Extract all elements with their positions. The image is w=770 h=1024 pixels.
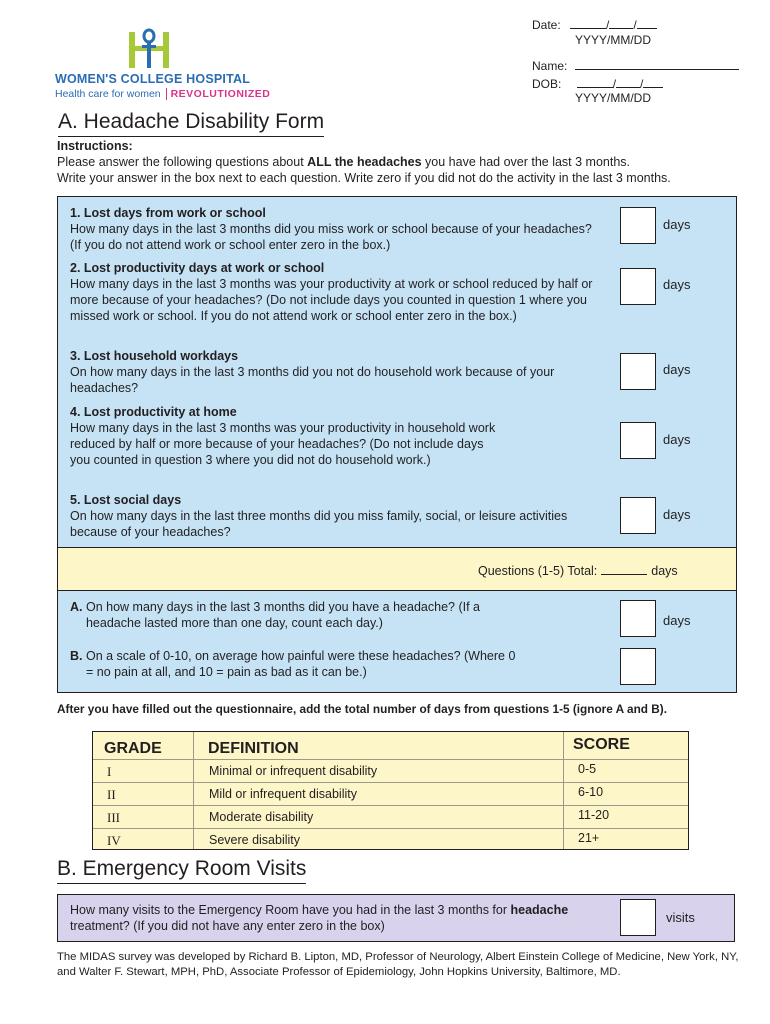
grade-cell: IV: [107, 833, 121, 848]
table-row: [93, 828, 688, 851]
question-a-unit: days: [663, 613, 691, 628]
name-field[interactable]: [532, 59, 739, 73]
instructions-heading: Instructions:: [57, 139, 133, 153]
er-section-title: [57, 857, 306, 881]
table-row: [93, 805, 688, 828]
date-format: YYYY/MM/DD: [575, 33, 652, 47]
dob-field[interactable]: [532, 77, 663, 91]
instructions-line-1-post: you have had over the last 3 months.: [421, 155, 631, 169]
er-question: [70, 902, 590, 934]
questions-section: [57, 196, 737, 693]
question-b-text: [70, 648, 605, 680]
date-slash-2: /: [633, 18, 637, 32]
grade-header: GRADE: [104, 740, 162, 757]
score-cell: 21+: [578, 831, 600, 845]
dob-day-blank: [643, 87, 663, 88]
question-5-answer-box[interactable]: [620, 497, 656, 534]
form-title: [58, 110, 324, 134]
date-label: Date:: [532, 18, 561, 32]
question-1-title: 1. Lost days from work or school: [70, 206, 266, 220]
total-line: [478, 564, 678, 578]
definition-cell: Mild or infrequent disability: [209, 787, 357, 801]
instructions-line-1: [57, 154, 747, 170]
question-3: [70, 348, 605, 396]
definition-cell: Moderate disability: [209, 810, 314, 824]
dob-format: YYYY/MM/DD: [575, 91, 652, 105]
question-2-body: How many days in the last 3 months was your productivity at work or school reduced by half or more because of your headaches? (Do not include days you counted in question 1 where you missed work or school. If you do not attend work or school enter zero in the box.): [70, 277, 593, 323]
total-bar: [58, 547, 736, 591]
table-row: [93, 782, 688, 805]
er-question-post: treatment? (If you did not have any enter zero in the box): [70, 919, 385, 933]
question-5-title: 5. Lost social days: [70, 493, 182, 507]
question-3-title: 3. Lost household workdays: [70, 349, 239, 363]
er-section-title-text: B. Emergency Room Visits: [57, 857, 307, 880]
question-b-answer-box[interactable]: [620, 648, 656, 685]
question-3-answer-box[interactable]: [620, 353, 656, 390]
name-blank: [575, 69, 739, 70]
hospital-logo: [55, 28, 271, 103]
name-label: Name:: [532, 59, 568, 73]
dob-slash-1: /: [612, 77, 617, 91]
question-4: [70, 404, 605, 468]
question-2-answer-box[interactable]: [620, 268, 656, 305]
er-question-pre: How many visits to the Emergency Room have you had in the last 3 months for: [70, 903, 511, 917]
question-3-unit: days: [663, 362, 691, 377]
dob-label: DOB:: [532, 77, 562, 91]
definition-header: DEFINITION: [208, 740, 299, 757]
score-cell: 6-10: [578, 785, 604, 799]
question-4-body: How many days in the last 3 months was your productivity in household work reduced by half or more because of your headaches? (Do not include days you counted in question 3 where you did not do household work.): [70, 421, 496, 467]
date-day-blank: [637, 28, 657, 29]
er-unit: visits: [666, 910, 695, 925]
er-question-section: [57, 894, 735, 942]
date-slash-1: /: [606, 18, 610, 32]
score-cell: 11-20: [578, 808, 610, 822]
hospital-emblem-icon: [127, 28, 177, 70]
grade-table: [92, 731, 689, 850]
date-year-blank: [570, 28, 606, 29]
question-4-title: 4. Lost productivity at home: [70, 405, 237, 419]
footer-credit: The MIDAS survey was developed by Richard B. Lipton, MD, Professor of Neurology, Albert Einstein College of Medicine, New York, NY, and Walter F. Stewart, MPH, PhD, Associate Professor of Epidemiology, John Hopkins University, Baltimore, MD.: [57, 951, 739, 978]
logo-tagline-accent: REVOLUTIONIZED: [166, 88, 271, 100]
dob-month-blank: [616, 87, 640, 88]
grade-cell: III: [107, 810, 120, 825]
logo-tagline-text: Health care for women: [55, 88, 161, 100]
question-a-answer-box[interactable]: [620, 600, 656, 637]
question-2: [70, 260, 605, 324]
question-b-body: On a scale of 0-10, on average how painful were these headaches? (Where 0 = no pain at all, and 10 = pain as bad as it can be.): [85, 649, 516, 679]
instructions: [57, 138, 747, 186]
grade-cell: I: [107, 764, 112, 779]
question-a-body: On how many days in the last 3 months did you have a headache? (If a headache lasted more than one day, count each day.): [85, 600, 480, 630]
question-a: [70, 599, 605, 631]
question-3-body: On how many days in the last 3 months did you not do household work because of your headaches?: [70, 365, 555, 395]
question-1-unit: days: [663, 217, 691, 232]
dob-year-blank: [577, 87, 613, 88]
er-question-bold: headache: [510, 903, 569, 917]
after-note: After you have filled out the questionnaire, add the total number of days from questions 1-5 (ignore A and B).: [57, 702, 667, 716]
score-cell: 0-5: [578, 762, 597, 776]
question-2-title: 2. Lost productivity days at work or school: [70, 261, 325, 275]
question-5: [70, 492, 605, 540]
definition-cell: Severe disability: [209, 833, 301, 847]
instructions-line-2: Write your answer in the box next to each question. Write zero if you did not do the activity in the last 3 months.: [57, 171, 671, 185]
table-row: [93, 759, 688, 782]
dob-slash-2: /: [640, 77, 644, 91]
question-b-label: B.: [70, 649, 83, 663]
total-unit: days: [651, 564, 678, 578]
total-label: Questions (1-5) Total:: [478, 564, 598, 578]
score-header: SCORE: [573, 736, 630, 753]
question-4-answer-box[interactable]: [620, 422, 656, 459]
question-2-unit: days: [663, 277, 691, 292]
total-blank[interactable]: [601, 574, 647, 575]
logo-name: WOMEN'S COLLEGE HOSPITAL: [55, 72, 251, 86]
er-answer-box[interactable]: [620, 899, 656, 936]
definition-cell: Minimal or infrequent disability: [209, 764, 378, 778]
question-5-unit: days: [663, 507, 691, 522]
form-title-text: A. Headache Disability Form: [58, 110, 325, 133]
grade-cell: II: [107, 787, 116, 802]
question-5-body: On how many days in the last three months did you miss family, social, or leisure activities because of your headaches?: [70, 509, 568, 539]
logo-tagline: [55, 88, 270, 100]
question-1: [70, 205, 605, 253]
date-field[interactable]: [532, 18, 657, 32]
question-b: [70, 648, 605, 680]
question-1-answer-box[interactable]: [620, 207, 656, 244]
question-a-label: A.: [70, 600, 83, 614]
instructions-line-1-pre: Please answer the following questions about: [57, 155, 308, 169]
instructions-line-1-bold: ALL the headaches: [307, 155, 422, 169]
question-a-text: [70, 599, 605, 631]
question-1-body: How many days in the last 3 months did you miss work or school because of your headaches? (If you do not attend work or school enter zero in the box.): [70, 222, 592, 252]
date-month-blank: [609, 28, 633, 29]
question-4-unit: days: [663, 432, 691, 447]
